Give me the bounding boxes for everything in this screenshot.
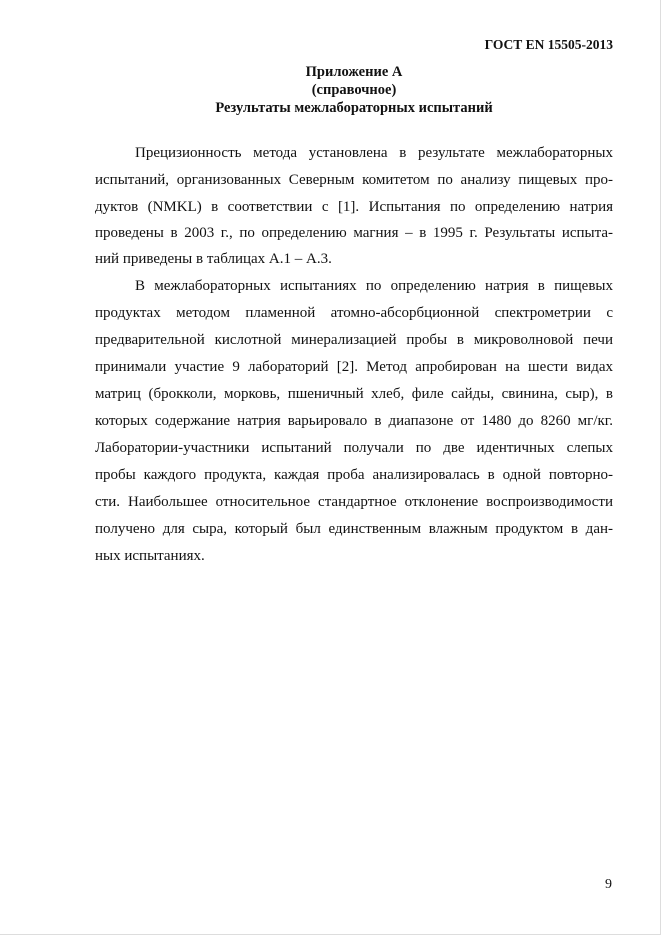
text-line: которых содержание натрия варьировало в диапазоне от 1480 до 8260 мг/кг. xyxy=(95,413,613,429)
text-line: Прецизионность метода установлена в результате межлабораторных xyxy=(135,145,613,161)
page-number: 9 xyxy=(605,877,612,892)
text-line: проведены в 2003 г., по определению магния – в 1995 г. Результаты испыта- xyxy=(95,225,613,241)
text-line: получено для сыра, который был единственным влажным продуктом в дан- xyxy=(95,521,613,537)
annex-title: Приложение А xyxy=(305,64,403,80)
text-line: матриц (брокколи, морковь, пшеничный хлеб, филе сайды, свинина, сыр), в xyxy=(95,386,613,402)
text-line: Лаборатории-участники испытаний получали по две идентичных слепых xyxy=(95,440,613,456)
text-line: принимали участие 9 лабораторий [2]. Метод апробирован на шести видах xyxy=(95,359,613,375)
text-line: продуктах методом пламенной атомно-абсорбционной спектрометрии с xyxy=(95,305,613,321)
text-line: сти. Наибольшее относительное стандартное отклонение воспроизводимости xyxy=(95,494,613,510)
annex-type: (справочное) xyxy=(311,82,397,98)
annex-heading: Результаты межлабораторных испытаний xyxy=(215,100,493,116)
text-line: В межлабораторных испытаниях по определению натрия в пищевых xyxy=(135,278,613,294)
text-line: ний приведены в таблицах А.1 – А.3. xyxy=(95,251,332,267)
text-line: дуктов (NMKL) в соответствии с [1]. Испытания по определению натрия xyxy=(95,199,613,215)
text-line: пробы каждого продукта, каждая проба анализировалась в одной повторно- xyxy=(95,467,613,483)
text-line: предварительной кислотной минерализацией пробы в микроволновой печи xyxy=(95,332,613,348)
text-line: ных испытаниях. xyxy=(95,548,205,564)
document-header: ГОСТ EN 15505-2013 xyxy=(484,37,613,52)
text-line: испытаний, организованных Северным комитетом по анализу пищевых про- xyxy=(95,172,613,188)
